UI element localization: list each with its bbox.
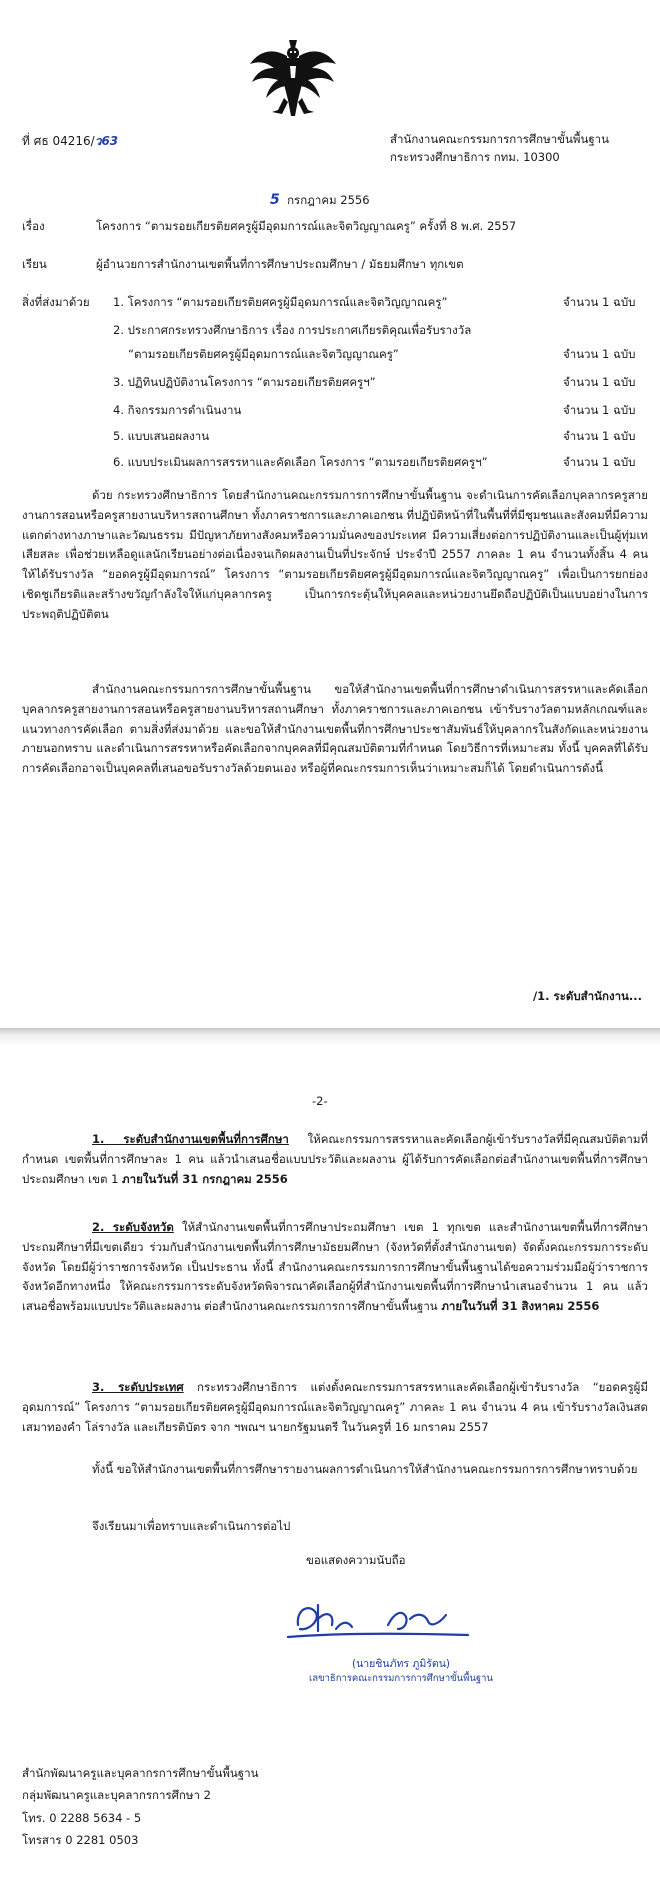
office-address: กระทรวงศึกษาธิการ กทม. 10300 <box>390 150 560 165</box>
enclosure-qty: จำนวน 1 ฉบับ <box>563 295 636 309</box>
enclosure-qty: จำนวน 1 ฉบับ <box>563 429 636 443</box>
footer-phone: โทร. 0 2288 5634 - 5 <box>22 1810 142 1825</box>
doc-no-prefix: ที่ ศธ <box>22 134 49 148</box>
item-1-deadline: ภายในวันที่ 31 กรกฎาคม 2556 <box>122 1171 288 1186</box>
signer-name: (นายชินภัทร ภูมิรัตน) <box>351 1658 451 1670</box>
item-1-heading: 1. ระดับสำนักงานเขตพื้นที่การศึกษา <box>92 1132 289 1146</box>
footer-department: สำนักพัฒนาครูและบุคลากรการศึกษาขั้นพื้นฐาน <box>22 1766 259 1780</box>
recipient-label: เรียน <box>22 257 47 271</box>
procedure-item-1 <box>22 1130 648 1189</box>
date-month-year: กรกฎาคม 2556 <box>287 193 370 207</box>
enclosure-item: “ตามรอยเกียรติยศครูผู้มีอุดมการณ์และจิตวิญญาณครู” <box>128 347 399 361</box>
office-name: สำนักงานคณะกรรมการการศึกษาขั้นพื้นฐาน <box>390 132 609 146</box>
enclosure-item: 3. ปฏิทินปฏิบัติงานโครงการ “ตามรอยเกียรติยศครูฯ” <box>113 375 376 389</box>
item-2-text: ให้สำนักงานเขตพื้นที่การศึกษาประถมศึกษา เขต 1 ทุกเขต และสำนักงานเขตพื้นที่การศึกษาประถมศึกษาที่มีเขตเดียว ร่วมกับสำนักงานเขตพื้นที่การศึกษามัธยมศึกษา (จังหวัดที่ตั้งสำนักงานเขต) จัดตั้งคณะกรรมการระดับจังหวัด โดยมีผู้ว่าราชการจังหวัด เป็นประธาน ทั้งนี้ สำนักงานคณะกรรมการการศึกษาขั้นพื้นฐานได้ขอความร่วมมือผู้ว่าราชการจังหวัดอีกทางหนึ่ง ให้คณะกรรมการระดับจังหวัดพิจารณาคัดเลือกผู้ที่สำนักงานเขตพื้นที่การศึกษานำเสนอจำนวน 1 คน แล้วเสนอชื่อพร้อมแบบประวัติและผลงาน ต่อสำนักงานคณะกรรมการการศึกษาขั้นพื้นฐาน <box>22 1220 648 1314</box>
enclosure-qty: จำนวน 1 ฉบับ <box>563 403 636 417</box>
continuation-marker: /1. ระดับสำนักงาน... <box>532 989 642 1003</box>
item-3-heading: 3. ระดับประเทศ <box>92 1380 184 1394</box>
recipient-text: ผู้อำนวยการสำนักงานเขตพื้นที่การศึกษาประถมศึกษา / มัธยมศึกษา ทุกเขต <box>96 257 464 271</box>
issuing-office <box>390 130 650 167</box>
footer-fax: โทรสาร 0 2281 0503 <box>22 1833 139 1848</box>
footer-group: กลุ่มพัฒนาครูและบุคลากรการศึกษา 2 <box>22 1788 211 1803</box>
complimentary-close: ขอแสดงความนับถือ <box>306 1553 406 1567</box>
doc-no-handwritten: ว63 <box>94 134 119 148</box>
procedure-item-3 <box>22 1378 648 1437</box>
body-paragraph-2: สำนักงานคณะกรรมการการศึกษาขั้นพื้นฐาน ขอให้สำนักงานเขตพื้นที่การศึกษาดำเนินการสรรหาและคัดเลือกบุคลากรครูสายงานการสอนหรือครูสายงานบริหารสถานศึกษา ทั้งภาคราชการและภาคเอกชน เข้ารับรางวัลตามหลักเกณฑ์และแนวทางการคัดเลือก ตามสิ่งที่ส่งมาด้วย และขอให้สำนักงานเขตพื้นที่การศึกษาประชาสัมพันธ์ให้บุคลากรในสังกัดและหน่วยงานภายนอกทราบ และดำเนินการสรรหาหรือคัดเลือกจากบุคคลที่มีคุณสมบัติตามที่กำหนด โดยวิธีการที่เหมาะสม ทั้งนี้ บุคคลที่ได้รับการคัดเลือกอาจเป็นบุคคลที่เสนอขอรับรางวัลด้วยตนเอง หรือผู้ที่คณะกรรมการเห็นว่าเหมาะสมก็ได้ โดยดำเนินการดังนี้ <box>22 682 648 776</box>
enclosure-item: 2. ประกาศกระทรวงศึกษาธิการ เรื่อง การประกาศเกียรติคุณเพื่อรับรางวัล <box>113 323 472 337</box>
contact-footer <box>22 1762 258 1852</box>
garuda-emblem-icon <box>248 38 338 118</box>
item-2-deadline: ภายในวันที่ 31 สิงหาคม 2556 <box>441 1299 600 1314</box>
subject-label: เรื่อง <box>22 219 45 233</box>
procedure-item-2 <box>22 1218 648 1317</box>
enclosure-item: 6. แบบประเมินผลการสรรหาและคัดเลือก โครงการ “ตามรอยเกียรติยศครูฯ” <box>113 455 488 469</box>
closing-note: ทั้งนี้ ขอให้สำนักงานเขตพื้นที่การศึกษารายงานผลการดำเนินการให้สำนักงานคณะกรรมการการศึกษาทราบด้วย <box>92 1462 638 1476</box>
letter-date <box>270 190 370 212</box>
signer-title: เลขาธิการคณะกรรมการการศึกษาขั้นพื้นฐาน <box>309 1673 493 1685</box>
item-1-text: ให้คณะกรรมการสรรหาและคัดเลือกผู้เข้ารับรางวัลที่มีคุณสมบัติตามที่กำหนด เขตพื้นที่การศึกษาละ 1 คน แล้วนำเสนอชื่อแบบประวัติและผลงาน ผู้ได้รับการคัดเลือกต่อสำนักงานเขตพื้นที่การศึกษาประถมศึกษา เขต 1 <box>22 1132 648 1186</box>
enclosure-item: 4. กิจกรรมการดำเนินงาน <box>113 403 242 417</box>
enclosure-qty: จำนวน 1 ฉบับ <box>563 347 636 361</box>
item-2-heading: 2. ระดับจังหวัด <box>92 1220 174 1234</box>
enclosure-item: 5. แบบเสนอผลงาน <box>113 429 210 443</box>
subject-text: โครงการ “ตามรอยเกียรติยศครูผู้มีอุดมการณ์และจิตวิญญาณครู” ครั้งที่ 8 พ.ศ. 2557 <box>96 219 517 233</box>
enclosure-qty: จำนวน 1 ฉบับ <box>563 375 636 389</box>
signer-block <box>306 1656 496 1687</box>
page-number: -2- <box>312 1094 328 1108</box>
item-3-text: กระทรวงศึกษาธิการ แต่งตั้งคณะกรรมการสรรหาและคัดเลือกผู้เข้ารับรางวัล “ยอดครูผู้มีอุดมการณ์” โครงการ “ตามรอยเกียรติยศครูผู้มีอุดมการณ์และจิตวิญญาณครู” ภาคละ 1 คน จำนวน 4 คน เข้ารับรางวัลเงินสด เสมาทองคำ โล่รางวัล และเกียรติบัตร จาก ฯพณฯ นายกรัฐมนตรี ในวันครูที่ 16 มกราคม 2557 <box>22 1380 648 1434</box>
page-break <box>0 1028 660 1046</box>
handwritten-signature <box>278 1595 478 1645</box>
date-day-handwritten: 5 <box>270 192 280 208</box>
enclosure-item: 1. โครงการ “ตามรอยเกียรติยศครูผู้มีอุดมการณ์และจิตวิญญาณครู” <box>113 295 448 309</box>
closing-request: จึงเรียนมาเพื่อทราบและดำเนินการต่อไป <box>92 1519 291 1533</box>
enclosure-qty: จำนวน 1 ฉบับ <box>563 455 636 469</box>
doc-no: 04216/ <box>52 134 95 148</box>
enclosures-label: สิ่งที่ส่งมาด้วย <box>22 295 90 309</box>
document-number <box>22 132 118 151</box>
body-paragraph-1: ด้วย กระทรวงศึกษาธิการ โดยสำนักงานคณะกรรมการการศึกษาขั้นพื้นฐาน จะดำเนินการคัดเลือกบุคลากรครูสายงานการสอนหรือครูสายงานบริหารสถานศึกษา ทั้งภาคราชการและภาคเอกชน ที่ปฏิบัติหน้าที่ในพื้นที่ที่มีชุมชนและสังคมที่มีความแตกต่างทางภาษาและวัฒนธรรม มีปัญหาภัยทางสังคมหรือความมั่นคงของประเทศ มีความเสี่ยงต่อการปฏิบัติงานและเป็นผู้ทุ่มเท เสียสละ เพื่อช่วยเหลือดูแลนักเรียนอย่างต่อเนื่องจนเกิดผลงานเป็นที่ประจักษ์ ประจำปี 2557 ภาคละ 1 คน จำนวนทั้งสิ้น 4 คน ให้ได้รับรางวัล “ยอดครูผู้มีอุดมการณ์” โครงการ “ตามรอยเกียรติยศครูผู้มีอุดมการณ์และจิตวิญญาณครู” เพื่อเป็นการยกย่องเชิดชูเกียรติและสร้างขวัญกำลังใจให้แก่บุคลากรครู เป็นการกระตุ้นให้บุคคลและหน่วยงานยึดถือปฏิบัติเป็นแบบอย่างในการประพฤติปฏิบัติตน <box>22 488 648 621</box>
